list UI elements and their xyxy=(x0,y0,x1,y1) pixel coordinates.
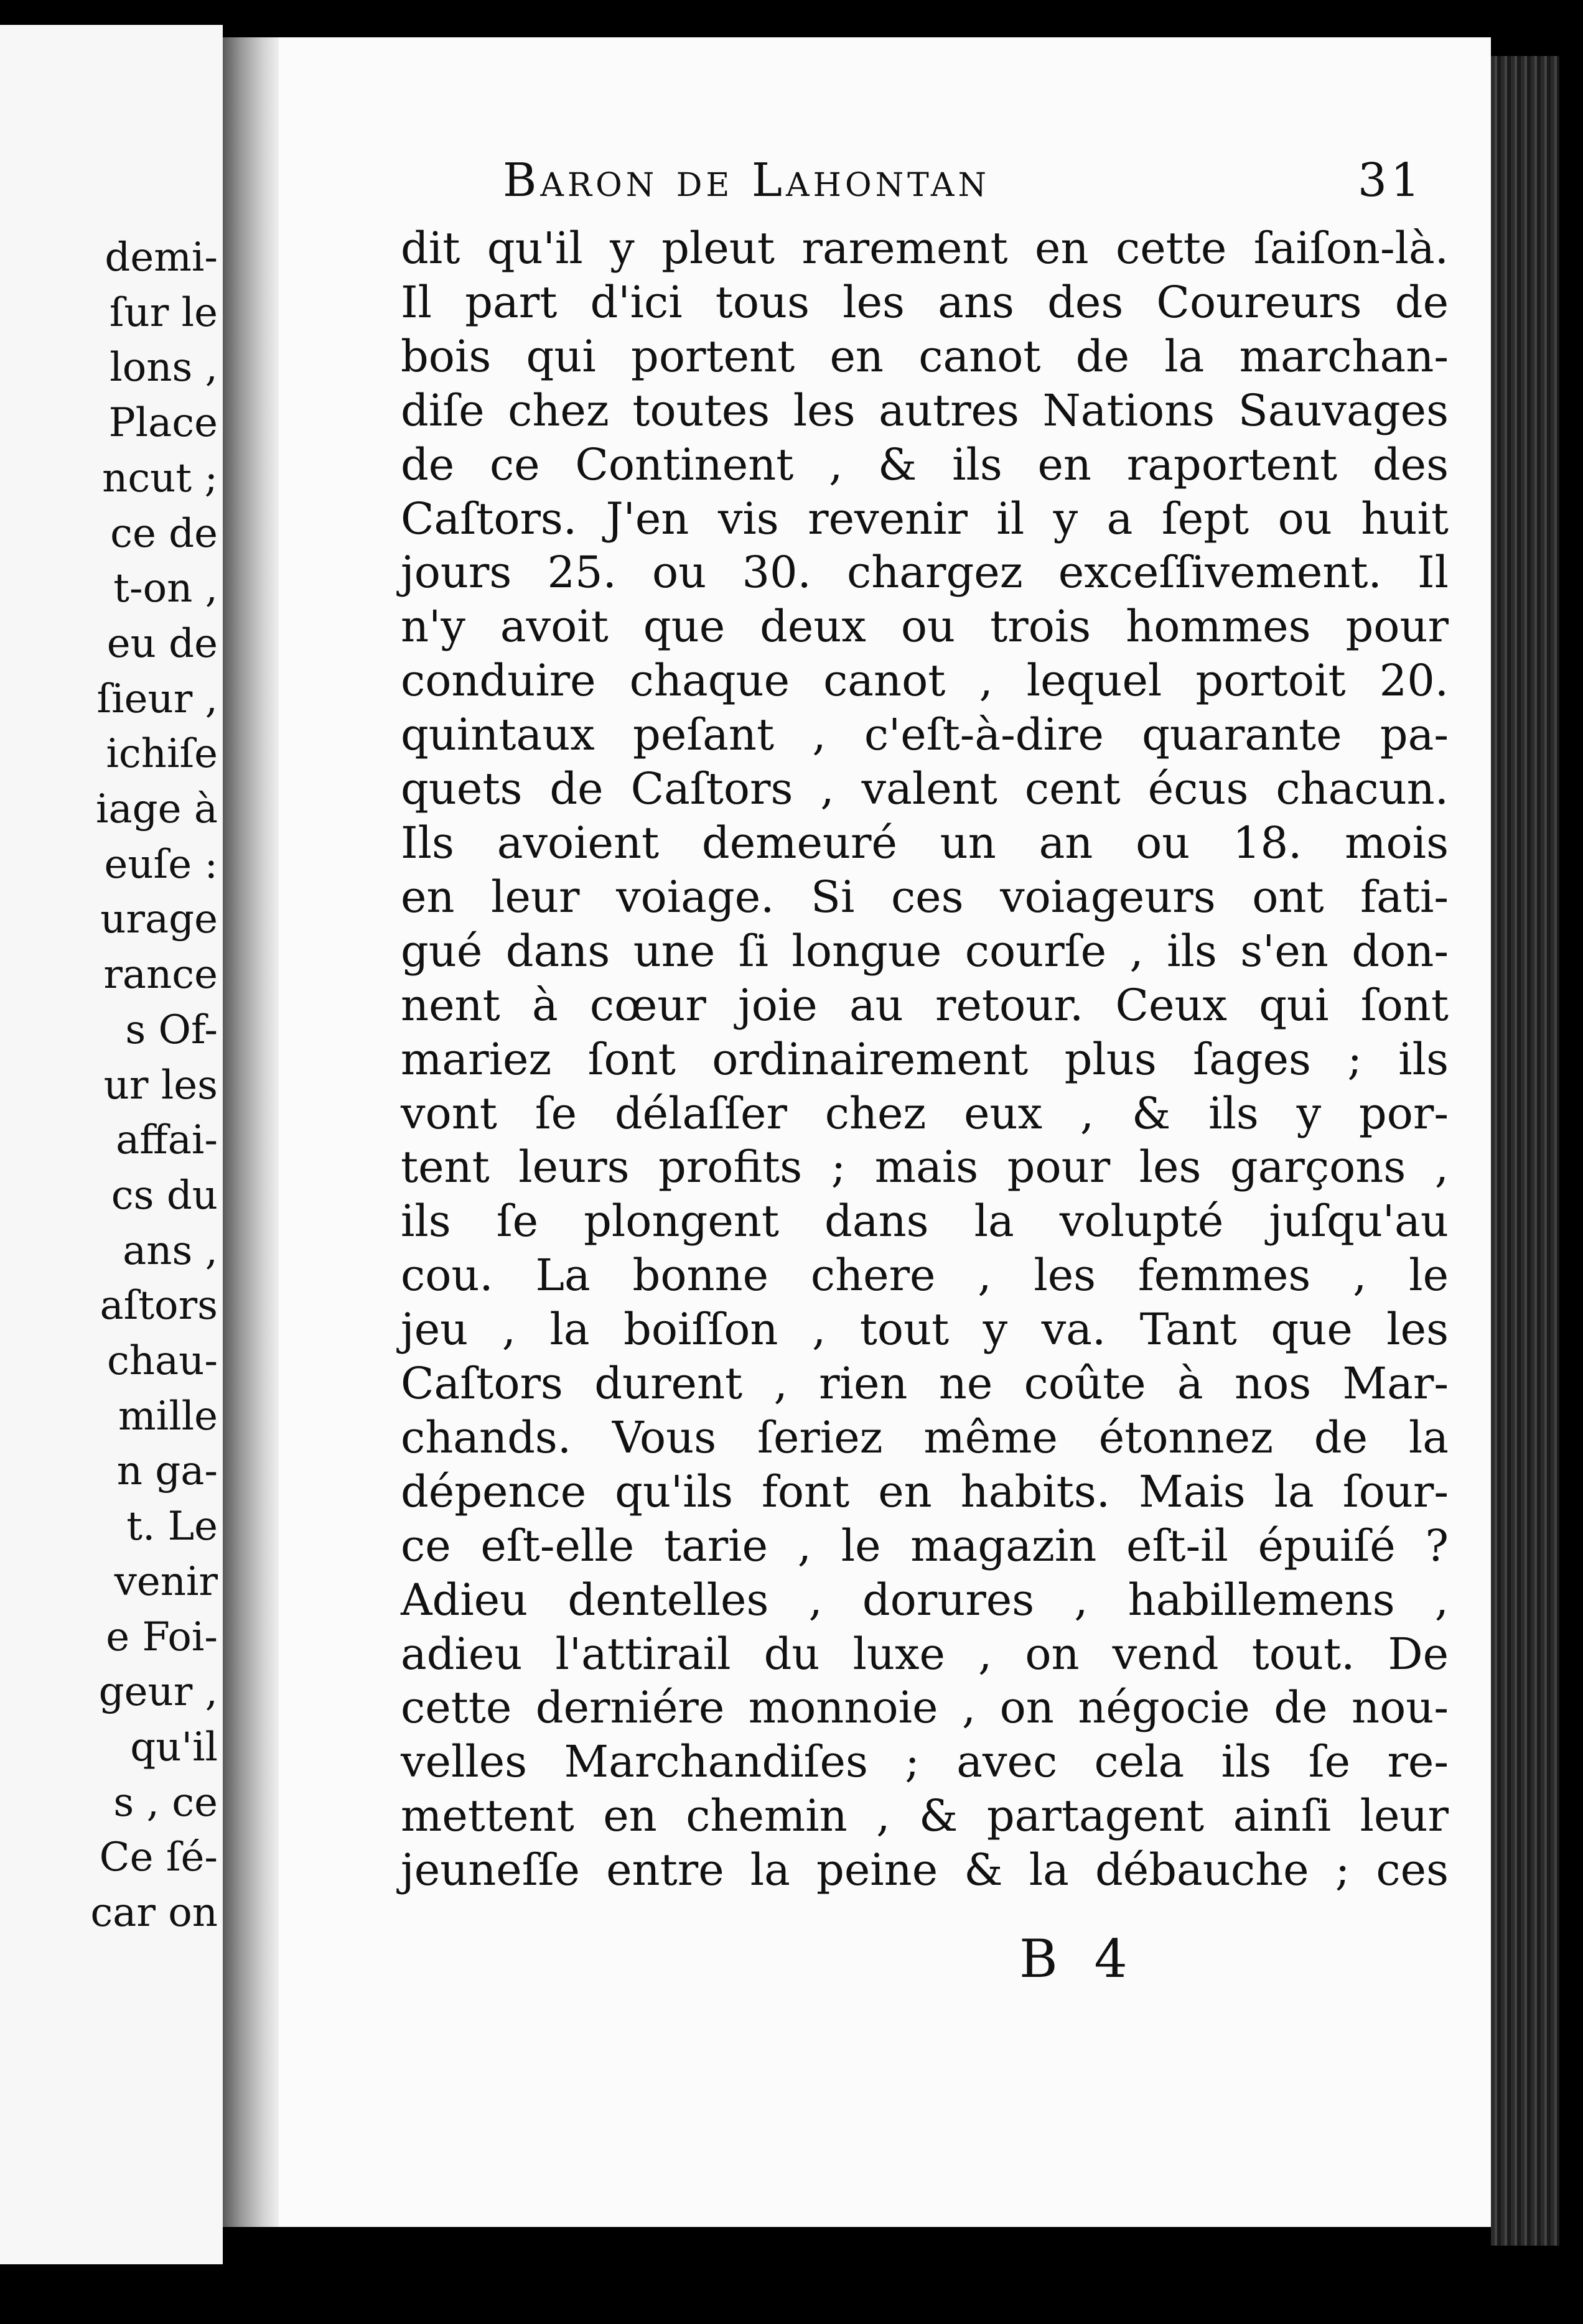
facing-page-line: cs du xyxy=(111,1172,218,1219)
text-line: velles Marchandiſes ; avec cela ils ſe re- xyxy=(401,1736,1449,1788)
facing-page-line: aſtors xyxy=(100,1283,218,1329)
facing-page-line: lons , xyxy=(110,345,218,391)
facing-page-line: Place xyxy=(108,400,218,447)
facing-page-line: s , ce xyxy=(113,1779,218,1826)
text-line: Caſtors. J'en vis revenir il y a ſept ou huit xyxy=(401,493,1449,544)
page-number: 31 xyxy=(1357,154,1424,207)
facing-page-line: affai- xyxy=(116,1117,218,1164)
text-line: mariez ſont ordinairement plus ſages ; ils xyxy=(401,1033,1449,1085)
facing-page-line: t-on , xyxy=(113,565,218,612)
signature-mark: B 4 xyxy=(1019,1928,1137,1989)
text-line: conduire chaque canot , lequel portoit 20. xyxy=(401,655,1449,707)
facing-page-line: chau- xyxy=(106,1338,218,1385)
text-line: gué dans une ſi longue courſe , ils s'en don- xyxy=(401,925,1449,977)
book-gutter xyxy=(223,37,279,2227)
text-line: en leur voiage. Si ces voiageurs ont fati- xyxy=(401,871,1449,923)
text-line: ils ſe plongent dans la volupté juſqu'au xyxy=(401,1196,1449,1247)
text-line: chands. Vous ſeriez même étonnez de la xyxy=(401,1411,1449,1463)
text-line: jeuneſſe entre la peine & la débauche ; ces xyxy=(401,1844,1449,1896)
text-line: cou. La bonne chere , les femmes , le xyxy=(401,1250,1449,1301)
text-line: Adieu dentelles , dorures , habillemens , xyxy=(401,1574,1449,1625)
facing-page-line: eu de xyxy=(106,620,218,667)
facing-page-line: car on xyxy=(90,1890,218,1936)
facing-page-line: qu'il xyxy=(130,1724,218,1770)
facing-page-line: venir xyxy=(114,1558,218,1605)
text-line: de ce Continent , & ils en raportent des xyxy=(401,439,1449,490)
page-edges xyxy=(1491,56,1559,2246)
facing-page-line: rance xyxy=(103,952,218,998)
facing-page-line: mille xyxy=(118,1393,218,1439)
text-line: mettent en chemin , & partagent ainſi leur xyxy=(401,1790,1449,1842)
text-line: tent leurs profits ; mais pour les garçons , xyxy=(401,1141,1449,1193)
facing-page-line: urage xyxy=(100,896,218,943)
facing-page-line: ichiſe xyxy=(106,731,218,778)
facing-page-line: ſieur , xyxy=(96,676,218,722)
facing-page-left xyxy=(0,25,223,2264)
text-line: n'y avoit que deux ou trois hommes pour xyxy=(401,601,1449,653)
running-title: Baron de Lahontan xyxy=(503,154,990,207)
facing-page-line: euſe : xyxy=(104,841,218,888)
text-line: dit qu'il y pleut rarement en cette ſaiſon-là. xyxy=(401,223,1449,274)
facing-page-line: t. Le xyxy=(126,1504,218,1550)
facing-page-line: ans , xyxy=(123,1227,218,1274)
page-header xyxy=(503,149,1449,211)
text-line: quets de Caſtors , valent cent écus chacun. xyxy=(401,763,1449,815)
text-line: nent à cœur joie au retour. Ceux qui ſont xyxy=(401,979,1449,1031)
text-line: Il part d'ici tous les ans des Coureurs de xyxy=(401,276,1449,328)
facing-page-line: ncut ; xyxy=(102,455,218,501)
facing-page-line: ſur le xyxy=(109,289,218,336)
text-line: bois qui portent en canot de la marchan- xyxy=(401,330,1449,382)
text-line: jours 25. ou 30. chargez exceſſivement. Il xyxy=(401,547,1449,598)
book-page xyxy=(279,37,1491,2227)
facing-page-line: Ce ſé- xyxy=(99,1834,218,1881)
text-line: Ils avoient demeuré un an ou 18. mois xyxy=(401,817,1449,868)
text-line: adieu l'attirail du luxe , on vend tout. De xyxy=(401,1628,1449,1680)
text-line: quintaux peſant , c'eſt-à-dire quarante pa- xyxy=(401,709,1449,761)
facing-page-line: n ga- xyxy=(116,1448,218,1495)
text-line: diſe chez toutes les autres Nations Sauvages xyxy=(401,384,1449,436)
text-line: dépence qu'ils font en habits. Mais la ſour- xyxy=(401,1466,1449,1517)
facing-page-line: ce de xyxy=(110,510,218,557)
text-line: jeu , la boiſſon , tout y va. Tant que les xyxy=(401,1304,1449,1355)
facing-page-line: s Of- xyxy=(125,1006,218,1053)
facing-page-line: iage à xyxy=(96,786,218,833)
text-line: vont ſe délaſſer chez eux , & ils y por- xyxy=(401,1087,1449,1139)
text-line: ce eſt-elle tarie , le magazin eſt-il épuiſé ? xyxy=(401,1520,1449,1571)
facing-page-line: demi- xyxy=(105,235,218,281)
text-line: cette derniére monnoie , on négocie de nou- xyxy=(401,1682,1449,1734)
facing-page-line: ur les xyxy=(103,1062,218,1109)
facing-page-text xyxy=(90,230,218,1941)
body-text xyxy=(401,221,1449,1897)
text-line: Caſtors durent , rien ne coûte à nos Mar- xyxy=(401,1358,1449,1410)
facing-page-line: geur , xyxy=(98,1669,218,1716)
facing-page-line: e Foi- xyxy=(106,1614,218,1660)
